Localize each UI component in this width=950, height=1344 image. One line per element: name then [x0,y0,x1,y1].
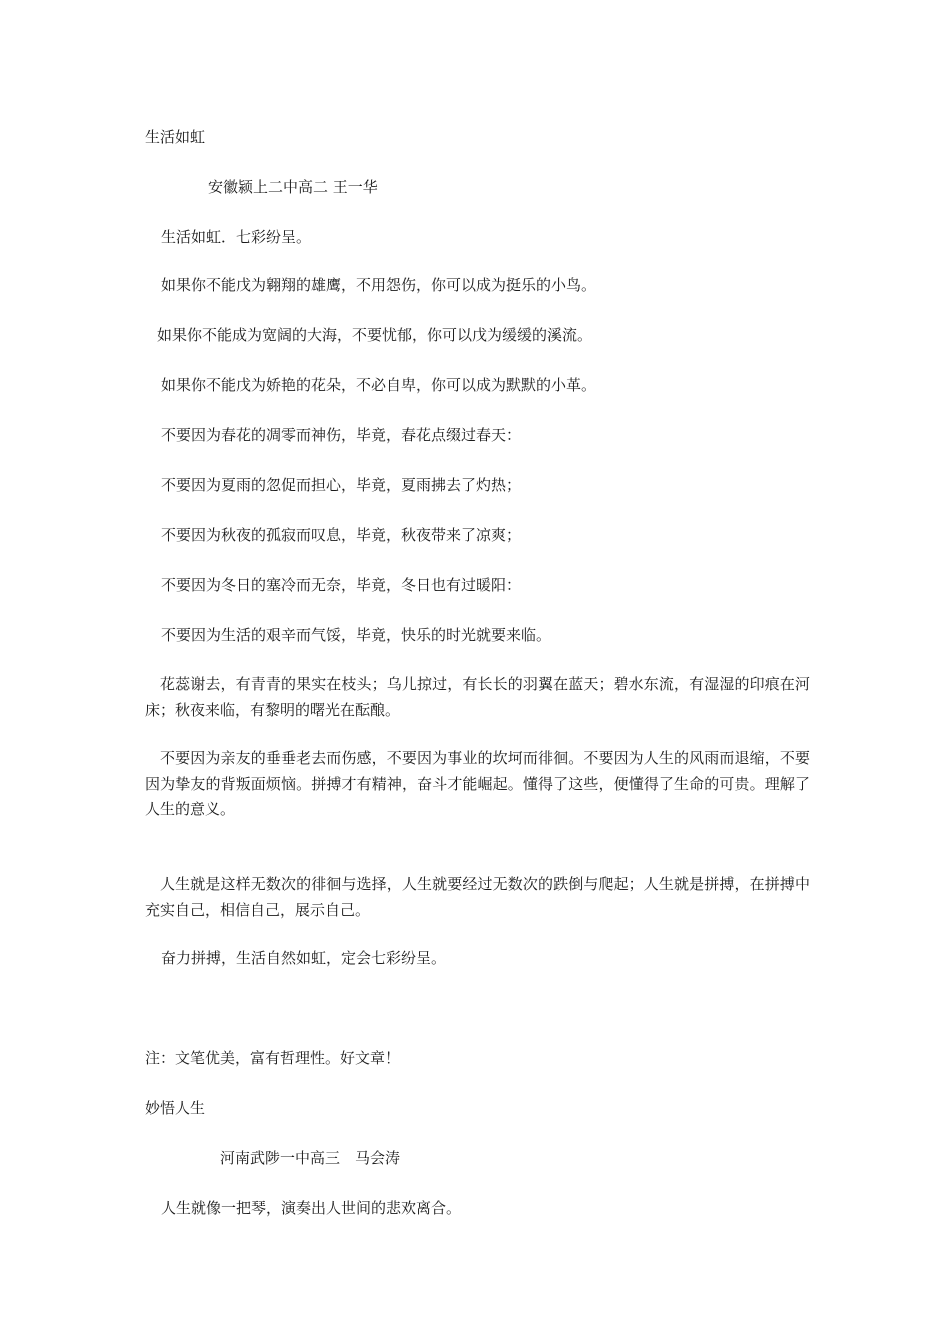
essay1-paragraph: 如果你不能戊为翱翔的雄鹰，不用怨伤，你可以成为挺乐的小鸟。 [161,276,597,294]
essay1-paragraph: 花蕊谢去，有青青的果实在枝头；乌儿掠过，有长长的羽翼在蓝天；碧水东流，有湿湿的印痕在河床；秋夜来临，有黎明的曙光在酝酿。 [145,675,810,719]
essay1-paragraph: 人生就是这样无数次的徘徊与选择，人生就要经过无数次的跌倒与爬起；人生就是拼搏，在拼搏中充实自己，相信自己，展示自己。 [145,875,810,919]
essay1-paragraph: 不要因为秋夜的孤寂而叹息，毕竟，秋夜带来了凉爽； [161,526,522,544]
essay1-paragraph: 奋力拼搏，生活自然如虹，定会七彩纷呈。 [161,949,447,967]
essay1-paragraph: 不要因为冬日的塞冷而无奈，毕竟，冬日也有过暖阳： [161,576,522,594]
essay2-byline: 河南武陟一中高三 马会涛 [220,1149,401,1167]
essay1-paragraph: 如果你不能戊为娇艳的花朵，不必自卑，你可以成为默默的小革。 [161,376,597,394]
essay1-note: 注：文笔优美，富有哲理性。好文章！ [145,1049,401,1067]
essay1-paragraph: 不要因为亲友的垂垂老去而伤感，不要因为事业的坎坷而徘徊。不要因为人生的风雨而退缩，不要因为挚友的背叛面烦恼。拼搏才有精神，奋斗才能崛起。懂得了这些，便懂得了生命的可贵。理解了人生的意义。 [145,749,810,818]
essay1-paragraph: 不要因为夏雨的忽促而担心，毕竟，夏雨拂去了灼热； [161,476,522,494]
essay1-paragraph: 不要因为生活的艰辛而气馁，毕竟，快乐的时光就要来临。 [161,626,552,644]
essay1-paragraph: 不要因为春花的凋零而神伤，毕竟，春花点缀过春天： [161,426,522,444]
essay1-byline: 安徽颍上二中高二 王一华 [208,178,378,196]
essay1-paragraph: 生活如虹．七彩纷呈。 [161,228,312,246]
essay2-paragraph: 人生就像一把琴，演奏出人世间的悲欢离合。 [161,1199,462,1217]
essay1-paragraph: 如果你不能成为宽阔的大海，不要忧郁，你可以戊为缓缓的溪流。 [157,326,593,344]
essay2-title: 妙悟人生 [145,1099,206,1117]
essay1-title: 生活如虹 [145,128,206,146]
